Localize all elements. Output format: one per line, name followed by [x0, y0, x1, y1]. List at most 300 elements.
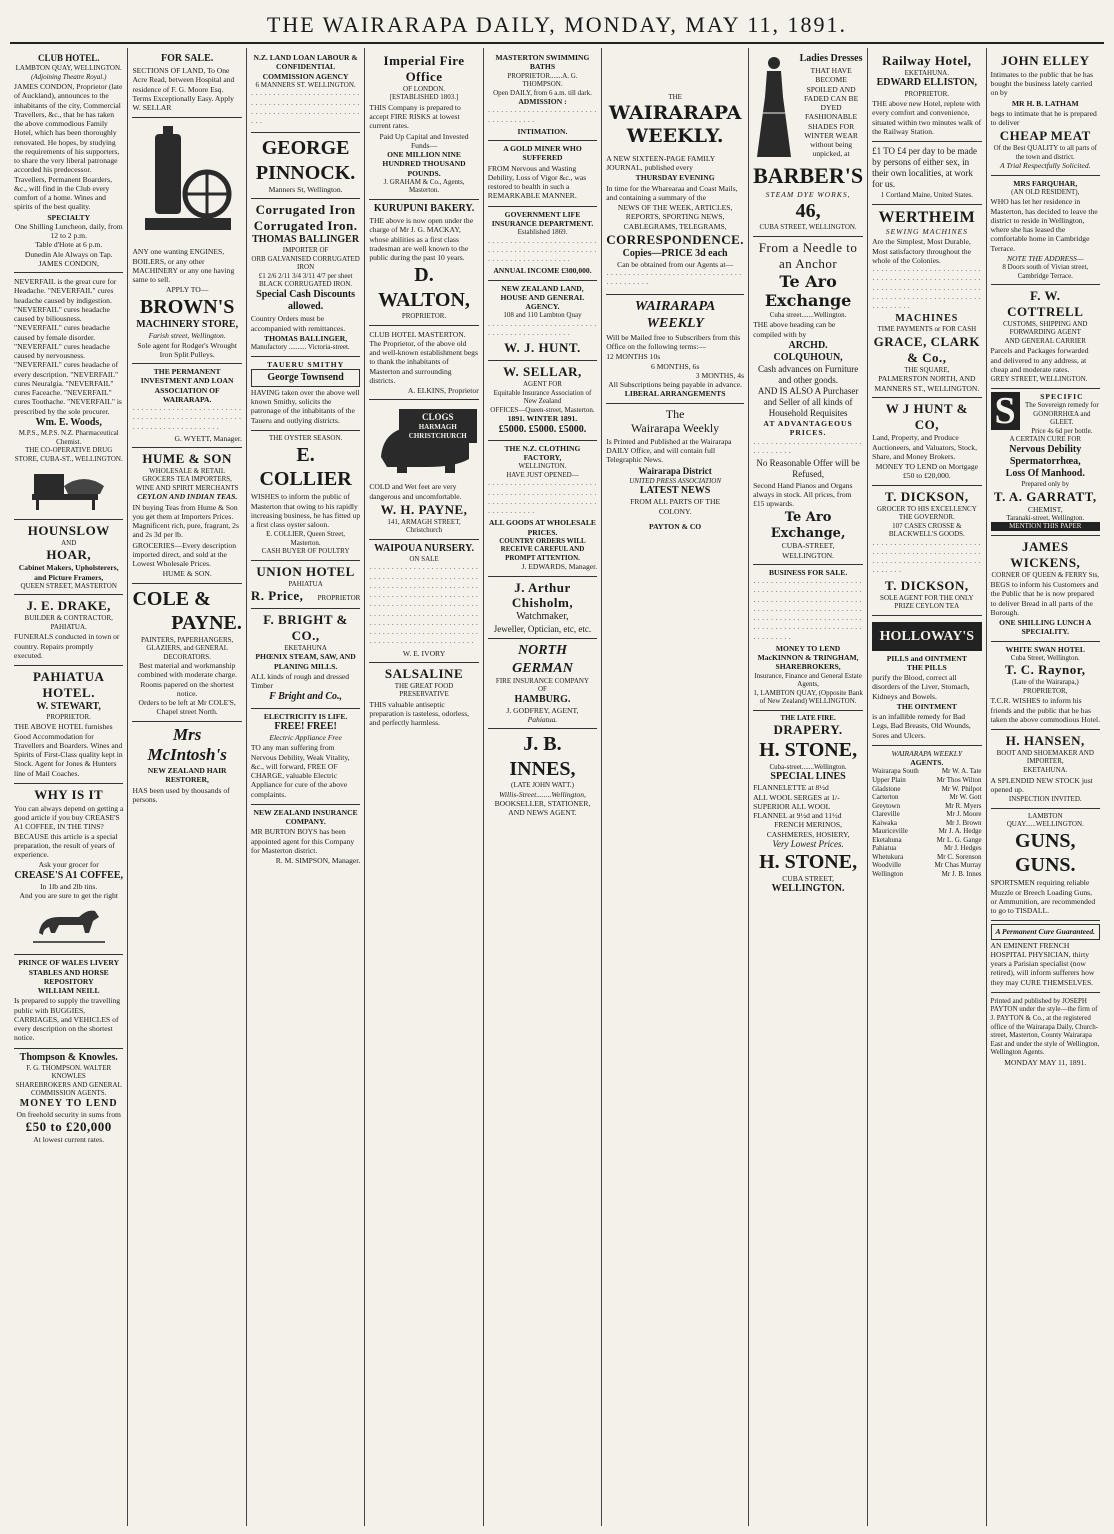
- ad-line: Cash advances on Furniture and other goods.: [757, 364, 859, 386]
- ad-mcintosh: [132, 722, 241, 809]
- ad-body: TO any man suffering from Nervous Debility, Weak Vitality, &c., will forward, FREE OF CHARGE, valuable Electric Appliance for cure of the above complaints.: [250, 743, 350, 799]
- ad-subtitle: OF LONDON.: [403, 84, 446, 93]
- agent-name: Mr J. Moore: [946, 810, 982, 819]
- ad-title: MRS FARQUHAR,: [1013, 178, 1078, 188]
- ad-title: MASTERTON SWIMMING BATHS: [495, 53, 590, 72]
- agent-name: Mr W. Philpot: [941, 784, 982, 793]
- ad-chisholm: [488, 577, 597, 640]
- ad-heading: AT ADVANTAGEOUS PRICES.: [763, 419, 853, 438]
- ad-heading: LATEST NEWS: [639, 485, 711, 497]
- agent-row: [872, 844, 981, 853]
- ad-for-sale: [132, 50, 241, 118]
- ad-list: NEWS OF THE WEEK, ARTICLES, REPORTS, SPORTING NEWS, CABLEGRAMS, TELEGRAMS,: [617, 203, 733, 231]
- ad-body: GROCERIES—Every description imported direct, and sold at the Lowest Wholesale Prices.: [132, 540, 236, 569]
- ad-nz-insurance: [251, 805, 360, 870]
- agent-row: [872, 767, 981, 776]
- ad-line: AND IS ALSO A Purchaser and Seller of all kinds of Household Requisites: [757, 386, 859, 419]
- ad-trade: PHŒNIX STEAM, SAW, AND PLANING MILLS.: [255, 652, 356, 671]
- ad-title: JOHN ELLEY: [1001, 53, 1090, 68]
- ad-place: EKETAHUNA.: [904, 68, 949, 77]
- agent-name: Mr W. Gott: [949, 793, 982, 802]
- agent-row: [872, 836, 981, 845]
- column-3: [247, 48, 365, 1526]
- ad-body: THIS valuable antiseptic preparation is tasteless, odorless, and perfectly harmless.: [369, 699, 470, 728]
- ad-heading: MONEY TO LEND: [19, 1097, 118, 1109]
- ad-signature: A. ELKINS, Proprietor: [407, 386, 479, 396]
- ad-title: BUSINESS FOR SALE.: [768, 567, 848, 577]
- ad-store: Te Aro Exchange: [764, 271, 852, 311]
- agent-row: [872, 793, 981, 802]
- ad-farquhar: [991, 176, 1100, 286]
- ad-body: ALL kinds of rough and dressed Timber: [250, 671, 350, 691]
- ad-railway-hotel: [872, 50, 981, 142]
- agent-place: Greytown: [872, 801, 901, 810]
- clog-illustration: [369, 403, 478, 481]
- ad-corrugated-iron: [251, 199, 360, 356]
- ad-line: 1891. WINTER 1891.: [507, 414, 578, 424]
- ad-line: MONEY TO LEND on Mortgage £50 to £20,000.: [875, 462, 979, 481]
- ad-title: FOR SALE.: [161, 53, 214, 64]
- ad-role: PROPRIETOR,: [1023, 686, 1068, 695]
- ad-title: PAHIATUA HOTEL.: [33, 669, 105, 700]
- ad-heading: THE PILLS: [906, 662, 947, 672]
- ad-line: THE CO-OPERATIVE DRUG STORE, CUBA-ST., WELLINGTON.: [14, 446, 123, 463]
- ad-role: PROPRIETOR.: [904, 89, 950, 98]
- ad-subtitle: ON SALE: [409, 554, 439, 563]
- ad-subtitle: FIRE INSURANCE COMPANY: [495, 676, 590, 685]
- ad-body: WISHES to inform the public of Masterton that owing to his rapidly increasing business, he has fitted up a first class oyster saloon.: [250, 492, 361, 530]
- ad-body: THE above heading can be compiled with by: [753, 320, 836, 339]
- ad-address: GREY STREET, WELLINGTON.: [990, 375, 1088, 384]
- ad-name: JAMES WICKENS,: [1010, 538, 1081, 570]
- ad-name: MacKINNON & TRINGHAM, SHAREBROKERS,: [757, 653, 859, 672]
- ad-heading: Wairarapa District: [638, 465, 712, 476]
- agents-list: [872, 767, 981, 878]
- ad-line: Very Lowest Prices.: [772, 838, 844, 849]
- ad-line: FROM ALL PARTS OF THE: [630, 497, 721, 507]
- ad-name: EDWARD ELLISTON,: [876, 77, 978, 89]
- ad-title: WAIRARAPA WEEKLY: [891, 748, 963, 758]
- agent-place: Mauriceville: [872, 827, 908, 836]
- ad-address: Christchurch: [405, 526, 443, 535]
- ad-address: 6 MANNERS ST. WELLINGTON.: [255, 80, 356, 89]
- ad-line: CHEMIST,: [1027, 504, 1063, 514]
- ad-address: CUBA STREET, WELLINGTON.: [759, 223, 857, 232]
- ad-line: SOLE AGENT FOR THE ONLY PRIZE CEYLON TEA: [880, 593, 974, 611]
- ad-name: H. HANSEN,: [1005, 733, 1085, 749]
- agent-place: Whetukura: [872, 852, 904, 861]
- ad-fine-print: · · · · · · · · · · · · · · · · · · · · · · · · · · · · · · · · · · · · · · · · · · · · · · · · · · · · · · · · · · · · · · · · · · · · · · · · · · · · · · · · · ·: [872, 539, 981, 577]
- ad-heading: Special Cash Discounts allowed.: [256, 288, 356, 313]
- ad-fine-print: · · · · · · · · · · · · · · · · · · · · · · · · · · · · · · · · · · · · · · · · · · · · · · · · · · · · · · · · · · · · · · · · · · · · · · · · · · · · · · · · · · · · · · · · · · · · · · · · · · · · · · · · · · · · · · · · · · · · · · · · · · · · · · · · · · · · · · · · · · · · · · · · · · · · · · · · · · · · · · ·: [753, 578, 862, 643]
- sign-line: HARMAGH: [418, 423, 457, 432]
- ad-body: JAMES CONDON, Proprietor (late of Auckland), announces to the inhabitants of the city, Commercial Travellers, &c., that he has taken the above commodious Family Hotel, which has been thoroughly renovated. He hopes, by studying the requirements of his supporters, to share the very liberal patronage accorded his predecessor. Travellers, Permanent Boarders, &c., will find in the Club every comfort of a home. Wines and spirits of the best quality.: [14, 82, 123, 212]
- agent-name: Mr J. A. Hedge: [938, 827, 982, 836]
- ad-crease-coffee: [14, 784, 123, 955]
- ad-fine-print: · · · · · · · · · · · · · · · · · · · · · · · · · · · · · · · · · · · · · · · · · · · ·: [487, 320, 597, 340]
- ad-names: F. G. THOMPSON. WALTER KNOWLES: [26, 1063, 112, 1081]
- masthead: [10, 8, 1104, 44]
- ad-body: A SPLENDID NEW STOCK just opened up.: [990, 775, 1093, 794]
- ad-subtitle: Established 1869.: [517, 228, 568, 237]
- ad-signature: G. WYETT, Manager.: [174, 433, 242, 443]
- ad-hume-son: [132, 448, 241, 584]
- ad-name: GEORGE: [261, 137, 350, 160]
- ad-name: W. STEWART,: [36, 700, 101, 712]
- ad-neverfail: [14, 273, 123, 520]
- agent-row: [872, 810, 981, 819]
- agent-name: Mr Chas Murray: [934, 861, 982, 870]
- ad-body: ANY one wanting ENGINES, BOILERS, or any other MACHINERY or any one having same to sell.: [132, 247, 235, 285]
- ad-subtitle: (AN OLD RESIDENT),: [1011, 187, 1080, 196]
- ad-signature: HUME & SON.: [162, 569, 212, 579]
- ad-line: APPLY TO—: [165, 285, 209, 295]
- ad-subtitle: (Adjoining Theatre Royal.): [31, 72, 107, 81]
- ad-address: 1, LAMBTON QUAY, (Opposite Bank of New Zealand) WELLINGTON.: [753, 688, 863, 706]
- ad-body: WHO has let her residence in Masterton, has decided to leave the district to reside in Wellington, where she has leased the comfortable home in Cambridge Terrace.: [990, 197, 1098, 253]
- ad-line: COUNTRY ORDERS WILL RECEIVE CAREFUL AND PROMPT ATTENTION.: [499, 536, 586, 562]
- ad-body: BEGS to inform his Customers and the Public that he is now prepared to deliver Bread in all parts of the Borough.: [990, 580, 1099, 617]
- ad-name: THOMAS BALLINGER: [252, 234, 360, 246]
- ad-title: WHY IS IT: [34, 786, 104, 802]
- ad-guns: [991, 809, 1100, 922]
- ad-signature: R. M. SIMPSON, Manager.: [275, 856, 361, 865]
- ad-term: 3 MONTHS, 4s: [695, 370, 745, 380]
- ad-subtitle: PILLS and OINTMENT: [886, 653, 967, 663]
- ad-trade: Cabinet Makers, Upholsterers, and Picture Framers,: [18, 563, 119, 582]
- ad-line: Insurance, Finance and General Estate Agents,: [754, 671, 862, 689]
- ad-heading: THURSDAY EVENING: [635, 173, 715, 183]
- ad-address: 141, ARMAGH STREET,: [387, 517, 461, 526]
- ad-title: DRAPERY.: [773, 722, 843, 738]
- ad-waipoua-nursery: [369, 540, 478, 663]
- agent-row: [872, 802, 981, 811]
- ad-line: At lowest current rates.: [33, 1135, 105, 1145]
- ad-line: BLACK CORRUGATED IRON.: [259, 280, 353, 289]
- ad-title: ELECTRICITY IS LIFE.: [263, 711, 348, 721]
- ad-product: NEW ZEALAND HAIR RESTORER,: [147, 766, 227, 785]
- ad-fine-print: · · · · · · · · · · · · · · · · · · · · · · · · · · · · · · · · · · · · · · · · · · · · · · · · · · · · · · · · · · · · · · · · · · · · · · · · · · · · · ·: [250, 90, 360, 128]
- ad-address: CUBA STREET,: [782, 874, 834, 884]
- ad-business-for-sale: [753, 565, 863, 711]
- ad-subtitle: STEAM DYE WORKS,: [765, 189, 851, 199]
- horse-illustration: [29, 903, 109, 947]
- ad-te-aro-exchange: [753, 237, 863, 565]
- ad-permanent-cure: [991, 921, 1100, 993]
- ad-body: Are the Simplest, Most Durable, Most satisfactory throughout the whole of the Colonies.: [872, 237, 972, 265]
- ad-address: PALMERSTON NORTH, AND MANNERS ST., WELLINGTON.: [874, 374, 980, 393]
- ad-body: HAVING taken over the above well known Smithy, solicits the patronage of the inhabitants of the Taueru and outlying districts.: [250, 387, 360, 425]
- ad-name: T. A. GARRATT,: [993, 488, 1097, 504]
- ad-address: CUBA-STREET,: [781, 541, 835, 551]
- ad-name: BROWN'S: [139, 295, 235, 318]
- ad-title: THE N.Z. CLOTHING FACTORY,: [504, 443, 581, 462]
- ad-subtitle: WINE AND SPIRIT MERCHANTS: [135, 483, 239, 492]
- masthead-title: THE WAIRARAPA DAILY, MONDAY, MAY 11, 1891.: [266, 12, 848, 37]
- ad-name: D. WALTON,: [378, 264, 470, 311]
- ad-heading: CEYLON AND INDIAN TEAS.: [137, 492, 238, 502]
- ad-subtitle: GROCER TO HIS EXCELLENCY THE GOVERNOR.: [876, 504, 977, 522]
- ad-place: Pahiatua.: [527, 715, 558, 725]
- ad-name: George Townsend: [251, 369, 360, 387]
- ad-line: THE SQUARE,: [904, 365, 950, 374]
- ad-nz-land-house: [488, 281, 597, 362]
- ad-line: ALL GOODS AT WHOLESALE PRICES.: [488, 518, 596, 537]
- ad-line: FRENCH MERINOS, CASHMERES, HOSIERY,: [766, 820, 850, 839]
- ad-heading: LIBERAL ARRANGEMENTS: [624, 389, 726, 399]
- ad-wertheim: [872, 205, 981, 398]
- column-4: [365, 48, 483, 1526]
- imprint-text: Printed and published by JOSEPH PAYTON under the style—the firm of J. PAYTON & Co., at the registered office of the Wairarapa Daily, Church-street, Masterton, County Wairarapa East and under the style of Wellington, Wellington Agents.: [990, 996, 1100, 1057]
- ad-hunt-co: [872, 398, 981, 486]
- ad-line: FLANNELETTE at 8½d: [753, 783, 829, 793]
- ad-line: Best material and workmanship combined with moderate charge.: [137, 661, 237, 680]
- ad-specific: [991, 389, 1100, 536]
- ad-cole-payne: [132, 584, 241, 722]
- agent-place: Pahiatua: [872, 844, 897, 853]
- ad-address: 1 Cortland Maine, United States.: [880, 190, 973, 199]
- ad-line: Paid Up Capital and Invested Funds—: [379, 131, 469, 150]
- ad-title: PRINCE OF WALES LIVERY STABLES AND HORSE REPOSITORY: [18, 958, 120, 986]
- ad-line: INSPECTION INVITED.: [1008, 795, 1082, 804]
- ad-address: Cuba street.......Wellington.: [769, 310, 847, 319]
- ad-line: COLONY.: [658, 506, 692, 516]
- ad-cottrell: [991, 285, 1100, 389]
- ad-heading: SPECIALTY: [47, 212, 91, 222]
- ad-title: N.Z. LAND LOAN LABOUR & CONFIDENTIAL COMMISSION AGENCY: [253, 53, 358, 81]
- ad-address: WELLINGTON.: [782, 550, 835, 560]
- agent-name: Mr C. Sorenson: [937, 852, 982, 861]
- ad-line: 107 CASES CROSSE & BLACKWELL'S GOODS.: [888, 521, 965, 539]
- ad-subtitle: HAMBURG.: [514, 693, 571, 705]
- ad-signature: W. E. IVORY: [402, 648, 446, 658]
- ad-body: Land, Property, and Produce Auctioneers, and Valuators, Stock, Share, and Money Brokers.: [872, 433, 977, 461]
- ad-number: 46,: [795, 200, 821, 223]
- ad-line: The Sovereign remedy for GONORRHŒA and GLEET.: [1025, 400, 1099, 427]
- ad-signature: THOMAS BALLINGER,: [264, 333, 348, 343]
- agent-row: [872, 827, 981, 836]
- ad-subtitle: THE LATE FIRE.: [780, 713, 836, 722]
- ad-body: You can always depend on getting a good article if you buy CREASE'S A1 COFFEE, IN THE TINS? BECAUSE this article is a special preparation, the result of years of experience.: [14, 803, 124, 860]
- ad-pinnock: [251, 133, 360, 199]
- ad-trade: CUSTOMS, SHIPPING AND FORWARDING AGENT: [1003, 319, 1088, 337]
- ad-name: T. C. Raynor,: [1004, 662, 1086, 678]
- ad-line: CASH BUYER OF POULTRY: [261, 547, 350, 556]
- chair-illustration: [24, 466, 114, 512]
- ad-heading: INTIMATION.: [517, 126, 568, 136]
- ad-heading: FREE! FREE!: [274, 720, 337, 732]
- agent-row: [872, 870, 981, 879]
- ad-name: BARBER'S: [753, 163, 864, 188]
- ad-place: EKETAHUNA: [284, 643, 327, 652]
- ad-role: PROPRIETOR.: [46, 712, 91, 721]
- ad-name: R. Price,: [250, 588, 304, 604]
- agent-place: Upper Plain: [872, 775, 906, 784]
- ad-line: Dunedin Ale Always on Tap.: [24, 249, 113, 259]
- ad-swimming-baths: [488, 50, 597, 141]
- ad-line: £5000. £5000. £5000.: [498, 423, 587, 435]
- ad-name: W. H. PAYNE,: [380, 501, 468, 517]
- ad-trade: BUILDER & CONTRACTOR, PAHIATUA.: [24, 614, 113, 631]
- ad-role: AGENT FOR: [522, 380, 562, 389]
- ad-name: E. COLLIER: [259, 443, 352, 490]
- ad-address: 8 Doors south of Vivian street, Cambridge Terrace.: [1002, 263, 1089, 280]
- column-1: [10, 48, 128, 1526]
- ad-sellar: [488, 361, 597, 440]
- ad-wickens: [991, 536, 1100, 642]
- agent-name: Mr J. Hedges: [944, 844, 982, 853]
- ad-line: Sole agent for Rodger's Wrought Iron Split Pulleys.: [137, 340, 237, 359]
- ad-line: SUPERIOR ALL WOOL FLANNEL at 9½d and 11½d: [753, 801, 842, 821]
- column-7: [749, 48, 868, 1526]
- ad-fine-print: · · · · · · · · · · · · · · · · · · · · · · · · · · · · · · · · · ·: [753, 438, 862, 457]
- ad-john-elley: [991, 50, 1100, 176]
- ad-kurupuni-bakery: [369, 200, 478, 326]
- ad-clothing-factory: [488, 441, 597, 577]
- ad-body: THIS Company is prepared to accept FIRE RISKS at lowest current rates.: [369, 102, 461, 131]
- ad-body: SPORTSMEN requiring reliable Muzzle or Breech Loading Guns, or Ammunition, are recommended to go to TISDALL.: [990, 878, 1096, 916]
- agent-name: Mr Thos Wilton: [936, 775, 982, 784]
- ad-gold-miner: [488, 141, 597, 207]
- ad-line: ALL WOOL SERGES at 1/-: [753, 792, 840, 802]
- ad-address: WELLINGTON.: [771, 883, 845, 895]
- ad-pahiatua-hotel: [14, 666, 123, 784]
- ad-thompson-knowles: [14, 1049, 123, 1149]
- ad-title: NEW ZEALAND INSURANCE COMPANY.: [253, 807, 358, 826]
- ad-body: Second Hand Pianos and Organs always in stock. All prices, from £15 upwards.: [753, 480, 853, 509]
- ad-line: UNITED PRESS ASSOCIATION: [629, 476, 722, 485]
- ad-signature: J. GODFREY, AGENT,: [506, 705, 579, 715]
- ad-line: Ask your grocer for: [38, 860, 99, 870]
- ad-title: GUNS, GUNS.: [1014, 829, 1076, 877]
- ad-title: HOLLOWAY'S: [872, 622, 981, 651]
- ad-title: Railway Hotel,: [882, 53, 972, 68]
- ad-salary: [872, 142, 981, 204]
- ad-term: 6 MONTHS, 6s: [650, 361, 700, 371]
- ad-name-row: [251, 588, 360, 604]
- ad-title: WEEKLY.: [626, 124, 724, 147]
- ad-title: WAIRARAPA WEEKLY: [634, 298, 716, 331]
- ad-name: T. DICKSON,: [885, 488, 969, 504]
- ad-trade: BOOT AND SHOEMAKER AND IMPORTER,: [996, 748, 1094, 766]
- column-5: [484, 48, 602, 1526]
- ad-salsaline: [369, 663, 478, 733]
- ad-stone-drapery: [753, 711, 863, 900]
- lady-dress-illustration: [753, 53, 795, 163]
- ad-line: Rooms papered on the shortest notice.: [140, 679, 234, 698]
- agent-place: Wairarapa South: [872, 767, 919, 776]
- ad-body: Is Printed and Published at the Wairarapa DAILY Office, and will contain full Telegraphic News.: [606, 436, 732, 465]
- ad-signature: J. GRAHAM & Co., Agents, Masterton.: [383, 177, 465, 195]
- ad-subtitle: AGENTS.: [910, 758, 944, 768]
- ad-collier: [251, 431, 360, 561]
- ad-body: THE above is now open under the charge of Mr J. G. MACKAY, whose abilities as a first class tradesman are well known to the public during the past 10 years.: [369, 216, 474, 263]
- ad-title: A Permanent Cure Guaranteed.: [991, 924, 1100, 939]
- ad-address: QUEEN STREET, MASTERTON: [20, 581, 117, 590]
- agent-place: Carterton: [872, 793, 899, 802]
- ad-body: COLD and Wet feet are very dangerous and uncomfortable.: [369, 482, 462, 501]
- ad-body: THE above new Hotel, replete with every comfort and convenience, situated within two minutes walk of the Railway Station.: [872, 99, 982, 136]
- ad-title: WAIPOUA NURSERY.: [374, 542, 474, 554]
- ad-title: SALSALINE: [384, 665, 464, 681]
- ad-title: HUME & SON: [142, 451, 232, 467]
- ad-heading: MONEY TO LEND: [775, 643, 841, 653]
- ad-line: On freehold security in sums from: [16, 1110, 121, 1120]
- ad-name: J. B. INNES,: [509, 733, 576, 780]
- ad-address: Taranaki-street, Wellington.: [1006, 513, 1085, 522]
- ad-title: W J HUNT & CO,: [885, 400, 968, 432]
- ad-name: W. J. HUNT.: [504, 340, 581, 356]
- ad-body: NEVERFAIL is the great cure for Headache. "NEVERFAIL" cures headache caused by indigestion. "NEVERFAIL" cures headache caused by biliousness. "NEVERFAIL" cures headache caused by female disorder. "NEVERFAIL" cures headache caused by nervousness. "NEVERFAIL" cures headache of every description. "NEVERFAIL" cures Neuralgia. "NEVERFAIL" cures Faceache. "NEVERFAIL" cures Toothache. "NEVERFAIL" is prescribed by the sole procurer.: [14, 277, 122, 416]
- ad-title: WERTHEIM: [878, 208, 976, 226]
- ad-heading: Nervous Debility: [1009, 443, 1082, 455]
- ad-brand: CREASE'S A1 COFFEE,: [14, 869, 124, 881]
- ad-subtitle: LAMBTON QUAY, WELLINGTON.: [15, 63, 122, 72]
- ad-address: OFFICES—Queen-street, Masterton.: [490, 405, 595, 414]
- ad-line: THE: [668, 93, 682, 101]
- ad-body: T.C.R. WISHES to inform his friends and the public that he has taken the above commodious Hotel.: [990, 696, 1100, 724]
- ad-trade: Watchmaker,: [516, 611, 569, 623]
- ad-fine-print: · · · · · · · · · · · · · · · · · · · · · · · · · · · · · · · · · · · · · · · · · · · · · · · · · · · · · · · · · · · · · · · · · · · · · · · · · · · · · · · · · · · · · ·: [487, 480, 597, 517]
- ad-title: Wairarapa Weekly: [631, 421, 720, 436]
- ad-line: NOTE THE ADDRESS—: [1006, 253, 1084, 263]
- clog-sign: [399, 409, 477, 443]
- ad-address: Willis-Street........Wellington,: [498, 789, 586, 799]
- ad-imperial-fire: [369, 50, 478, 200]
- ad-body: FROM Nervous and Wasting Debility, Loss of Vigor &c., was restored to health in such a REMARKABLE MANNER.: [487, 163, 587, 201]
- ad-term: 12 MONTHS 10s: [606, 352, 661, 362]
- ad-line: £1 2/6 2/11 3/4 3/11 4/7 per sheet: [258, 271, 353, 280]
- ad-line: IMPORTER OF: [282, 246, 329, 255]
- ad-title: Corrugated Iron.: [253, 218, 358, 234]
- ad-address: Manufactory .......... Victoria-street.: [250, 343, 350, 351]
- ad-line: Open DAILY, from 6 a.m. till dark.: [493, 88, 592, 97]
- ad-sums: £50 to £20,000: [25, 1119, 112, 1135]
- ad-line: Table d'Hote at 6 p.m.: [35, 240, 103, 250]
- agent-name: Mr L. G. Gange: [936, 835, 982, 844]
- agent-place: Eketahuna: [872, 835, 902, 844]
- ad-name: WILLIAM NEILL: [37, 986, 100, 996]
- ad-weekly-district: [606, 404, 744, 535]
- ad-white-swan: [991, 642, 1100, 730]
- ad-line: ONE MILLION NINE HUNDRED THOUSAND POUNDS.: [382, 150, 466, 178]
- ad-line: Of the Best QUALITY to all parts of the town and district.: [993, 144, 1097, 161]
- ad-body: Is prepared to supply the travelling public with BUGGIES, CARRIAGES, and VEHICLES of every description on the shortest notice.: [14, 996, 121, 1043]
- ad-body: FUNERALS conducted in town or country. Repairs promptly executed.: [14, 632, 120, 660]
- ad-signature: PAYTON & CO: [649, 521, 702, 531]
- ad-line: No Reasonable Offer will be Refused,: [756, 458, 860, 479]
- ad-trade: AND GENERAL CARRIER: [1004, 336, 1086, 345]
- ad-name: PINNOCK.: [255, 161, 356, 184]
- ad-store: Te Aro Exchange,: [770, 509, 846, 541]
- ad-dickson: [872, 486, 981, 616]
- ad-address: Manners St, Wellington.: [268, 185, 343, 195]
- ad-barber-text: [795, 53, 863, 163]
- ad-fine-print: · · · · · · · · · · · · · · · · · · · · · · · · · · · · · · · · · · · · · · · · · · · · · · · · · · · · · · · · · · · · · · · · · · · · · ·: [132, 405, 242, 433]
- ad-title: SPECIFIC: [1040, 391, 1084, 401]
- ad-role: PROPRIETOR: [317, 594, 361, 603]
- ad-body: In time for the Wharearaa and Coast Mails, and containing a summary of the: [606, 183, 738, 202]
- ad-clogs: [369, 400, 478, 539]
- ad-address: 108 and 110 Lambton Quay: [503, 311, 582, 320]
- ad-line: Can be obtained from our Agents at—: [617, 259, 734, 269]
- ad-title: WAIRARAPA: [608, 101, 742, 124]
- ad-fine-print: · · · · · · · · · · · · · · · · · · · · · · · · · · · · · · · · · · · · · · · · ·: [606, 270, 742, 289]
- ad-title: From a Needle to an Anchor: [758, 240, 858, 271]
- ad-address: Farish street, Wellington.: [148, 331, 226, 341]
- ad-subtitle: MACHINERY STORE,: [136, 319, 239, 331]
- ad-body: THE ABOVE HOTEL furnishes Good Accommodation for Travellers and Boarders. Wines and Spirits of First-Class quality kept in Stock. Agent for Jones & Hunters line of Mail Coaches.: [14, 722, 123, 778]
